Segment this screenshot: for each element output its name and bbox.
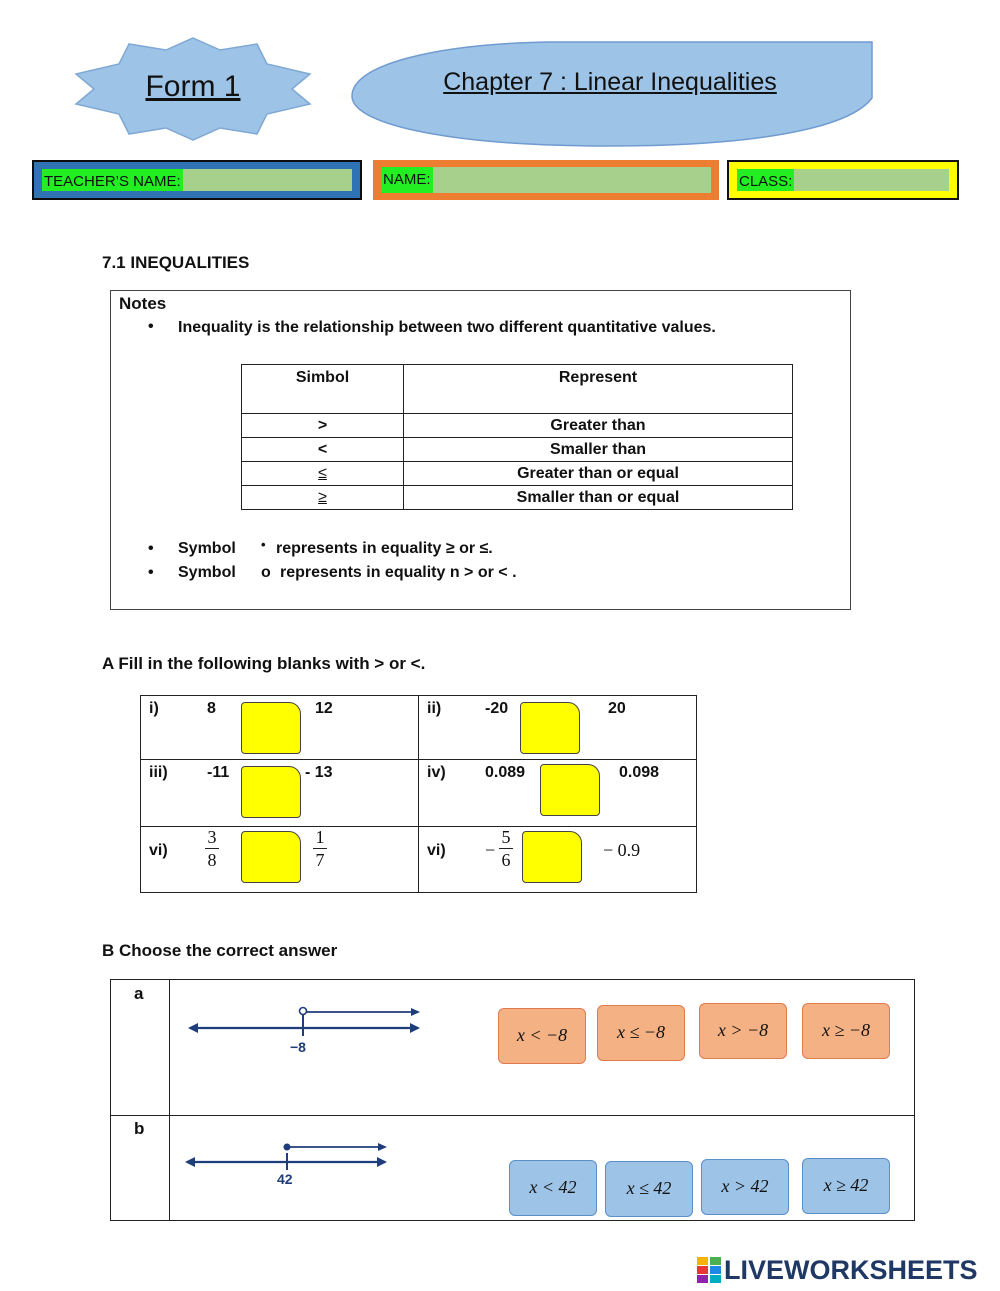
table-row [242, 414, 793, 438]
note-symbol-open-text: represents in equality n > or < . [280, 564, 517, 581]
item-right-value: - 13 [305, 764, 333, 781]
teacher-name-label: TEACHER’S NAME: [42, 169, 183, 191]
row-label-b: b [134, 1119, 145, 1138]
symbol-col-header: Simbol [242, 365, 404, 414]
fraction-bar [205, 848, 219, 849]
fraction-numerator: 5 [501, 827, 511, 847]
answer-box[interactable] [522, 831, 582, 883]
student-name-input[interactable] [441, 167, 711, 193]
option-x-ge-42[interactable]: x ≥ 42 [802, 1158, 890, 1214]
fraction-left [497, 827, 515, 870]
answer-box[interactable] [540, 764, 600, 816]
bullet-marker: • [148, 540, 154, 557]
item-left-value: -20 [485, 700, 509, 717]
fraction-bar [313, 848, 327, 849]
number-line-b-tick-label: 42 [277, 1171, 293, 1187]
option-x-ge-minus8[interactable]: x ≥ −8 [802, 1003, 890, 1059]
bullet-marker: • [148, 318, 154, 335]
item-left-value: -11 [207, 764, 230, 781]
number-line-a-tick-label: −8 [290, 1039, 306, 1055]
item-right-value: 0.098 [619, 764, 660, 781]
item-label: iv) [427, 764, 446, 781]
teacher-name-input[interactable] [192, 169, 352, 191]
closed-dot-symbol: • [261, 537, 266, 552]
bullet-marker: • [148, 564, 154, 581]
student-name-box [373, 160, 719, 200]
table-row-divider [110, 1115, 915, 1116]
section-title-b: B Choose the correct answer [102, 941, 338, 960]
row-label-a: a [134, 984, 144, 1003]
symbol-cell: ≥ [242, 486, 404, 510]
item-left-value: 8 [207, 700, 216, 717]
table-row [141, 827, 697, 893]
meaning-cell: Greater than [404, 414, 793, 438]
liveworksheets-brand [697, 1254, 978, 1286]
represent-col-header: Represent [404, 365, 793, 414]
table-row [141, 696, 697, 760]
fraction-right [311, 827, 329, 870]
fill-cell-vi [419, 827, 697, 893]
item-label: i) [149, 700, 159, 717]
table-row [242, 486, 793, 510]
option-x-lt-42[interactable]: x < 42 [509, 1160, 597, 1216]
teacher-name-box [32, 160, 362, 200]
item-label: vi) [427, 842, 446, 859]
note-symbol-open-label: Symbol [178, 564, 236, 581]
symbol-table-header [242, 365, 793, 414]
fill-cell-i [141, 696, 419, 760]
fill-blanks-table [140, 695, 697, 893]
symbol-cell: < [242, 438, 404, 462]
symbol-cell: ≤ [242, 462, 404, 486]
fraction-denominator: 7 [315, 850, 325, 870]
fraction-bar [499, 848, 513, 849]
fill-cell-ii [419, 696, 697, 760]
section-title-a: A Fill in the following blanks with > or <. [102, 654, 426, 673]
item-right-value: 12 [315, 700, 333, 717]
fraction-numerator: 1 [315, 827, 325, 847]
meaning-cell: Smaller than [404, 438, 793, 462]
item-left-value: 0.089 [485, 764, 526, 781]
answer-box[interactable] [520, 702, 580, 754]
brand-text: LIVEWORKSHEETS [724, 1254, 978, 1285]
student-name-label: NAME: [381, 167, 433, 193]
symbol-table [241, 364, 793, 510]
notes-label: Notes [119, 294, 167, 313]
fill-cell-iv [419, 760, 697, 827]
student-name-field-area [381, 167, 711, 193]
item-right-value: 20 [608, 700, 626, 717]
answer-box[interactable] [241, 766, 301, 818]
answer-box[interactable] [241, 702, 301, 754]
negative-sign: − [485, 840, 496, 860]
note-inequality-definition: Inequality is the relationship between two different quantitative values. [178, 319, 716, 336]
table-column-divider [169, 979, 170, 1221]
fill-cell-iii [141, 760, 419, 827]
item-label: ii) [427, 700, 442, 717]
class-field-area [737, 169, 949, 191]
meaning-cell: Smaller than or equal [404, 486, 793, 510]
number-line-a [186, 1000, 426, 1060]
class-input[interactable] [795, 169, 949, 191]
option-x-le-42[interactable]: x ≤ 42 [605, 1161, 693, 1217]
option-x-lt-minus8[interactable]: x < −8 [498, 1008, 586, 1064]
open-circle-symbol: o [261, 564, 271, 581]
option-x-gt-minus8[interactable]: x > −8 [699, 1003, 787, 1059]
meaning-cell: Greater than or equal [404, 462, 793, 486]
answer-box[interactable] [241, 831, 301, 883]
item-label: iii) [149, 764, 168, 781]
note-symbol-closed-label: Symbol [178, 540, 236, 557]
option-x-le-minus8[interactable]: x ≤ −8 [597, 1005, 685, 1061]
symbol-cell: > [242, 414, 404, 438]
chapter-title: Chapter 7 : Linear Inequalities [443, 68, 777, 96]
note-symbol-closed-text: represents in equality ≥ or ≤. [276, 540, 493, 557]
table-row [141, 760, 697, 827]
table-row [242, 462, 793, 486]
section-title-71: 7.1 INEQUALITIES [102, 253, 250, 272]
class-label: CLASS: [737, 169, 794, 191]
fraction-numerator: 3 [207, 827, 217, 847]
liveworksheets-logo-icon [697, 1257, 721, 1283]
table-row [242, 438, 793, 462]
form-title: Form 1 [145, 70, 241, 103]
option-x-gt-42[interactable]: x > 42 [701, 1159, 789, 1215]
item-label: vi) [149, 842, 168, 859]
teacher-name-field-area [42, 169, 352, 191]
fraction-denominator: 8 [207, 850, 217, 870]
fraction-left [203, 827, 221, 870]
class-box [727, 160, 959, 200]
fraction-denominator: 6 [501, 850, 511, 870]
fill-cell-v [141, 827, 419, 893]
item-right-value: − 0.9 [603, 840, 641, 860]
